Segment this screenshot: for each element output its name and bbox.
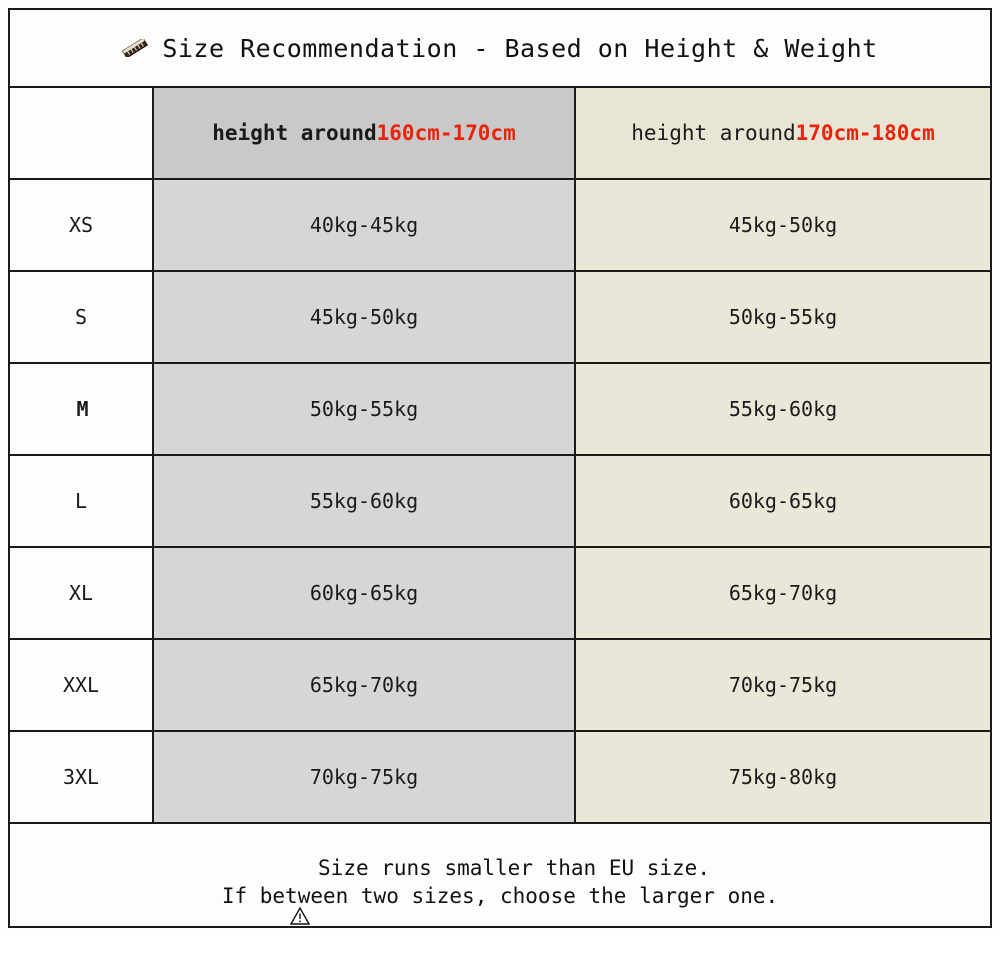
cell-weight-160-170: 70kg-75kg	[154, 732, 576, 822]
header-b-prefix: height around	[631, 121, 796, 145]
cell-weight-160-170: 40kg-45kg	[154, 180, 576, 270]
cell-weight-170-180: 65kg-70kg	[576, 548, 990, 638]
header-cell-size	[10, 88, 154, 178]
cell-weight-160-170: 60kg-65kg	[154, 548, 576, 638]
header-a-prefix: height around	[212, 121, 377, 145]
table-row	[10, 548, 990, 640]
cell-weight-170-180: 70kg-75kg	[576, 640, 990, 730]
warning-triangle-icon	[290, 858, 310, 878]
cell-weight-170-180: 55kg-60kg	[576, 364, 990, 454]
cell-size: XXL	[10, 640, 154, 730]
chart-title-bar	[10, 10, 990, 88]
cell-weight-160-170: 55kg-60kg	[154, 456, 576, 546]
cell-weight-160-170: 45kg-50kg	[154, 272, 576, 362]
table-row	[10, 732, 990, 824]
table-row	[10, 272, 990, 364]
header-b-range: 170cm-180cm	[795, 121, 935, 145]
cell-weight-170-180: 75kg-80kg	[576, 732, 990, 822]
cell-weight-160-170: 65kg-70kg	[154, 640, 576, 730]
cell-size: L	[10, 456, 154, 546]
header-a-range: 160cm-170cm	[376, 121, 516, 145]
size-note-text-1: Size runs smaller than EU size.	[318, 855, 710, 880]
size-chart-frame	[8, 8, 992, 928]
size-note-text-2: If between two sizes, choose the larger one.	[221, 883, 779, 908]
page-title: Size Recommendation - Based on Height & Weight	[162, 33, 878, 63]
cell-size: M	[10, 364, 154, 454]
cell-size: XL	[10, 548, 154, 638]
size-note	[10, 841, 990, 926]
cell-weight-170-180: 50kg-55kg	[576, 272, 990, 362]
cell-weight-170-180: 60kg-65kg	[576, 456, 990, 546]
cell-weight-170-180: 45kg-50kg	[576, 180, 990, 270]
size-note-line-2	[222, 884, 778, 908]
cell-size: XS	[10, 180, 154, 270]
header-cell-height-160-170	[154, 88, 576, 178]
chart-title-group	[122, 34, 877, 63]
table-row	[10, 456, 990, 548]
cell-size: 3XL	[10, 732, 154, 822]
table-row	[10, 180, 990, 272]
table-row	[10, 640, 990, 732]
ruler-icon	[122, 39, 148, 57]
table-header-row	[10, 88, 990, 180]
cell-weight-160-170: 50kg-55kg	[154, 364, 576, 454]
size-note-line-1	[290, 856, 710, 880]
header-cell-height-170-180	[576, 88, 990, 178]
size-table	[10, 88, 990, 841]
cell-size: S	[10, 272, 154, 362]
table-row	[10, 364, 990, 456]
